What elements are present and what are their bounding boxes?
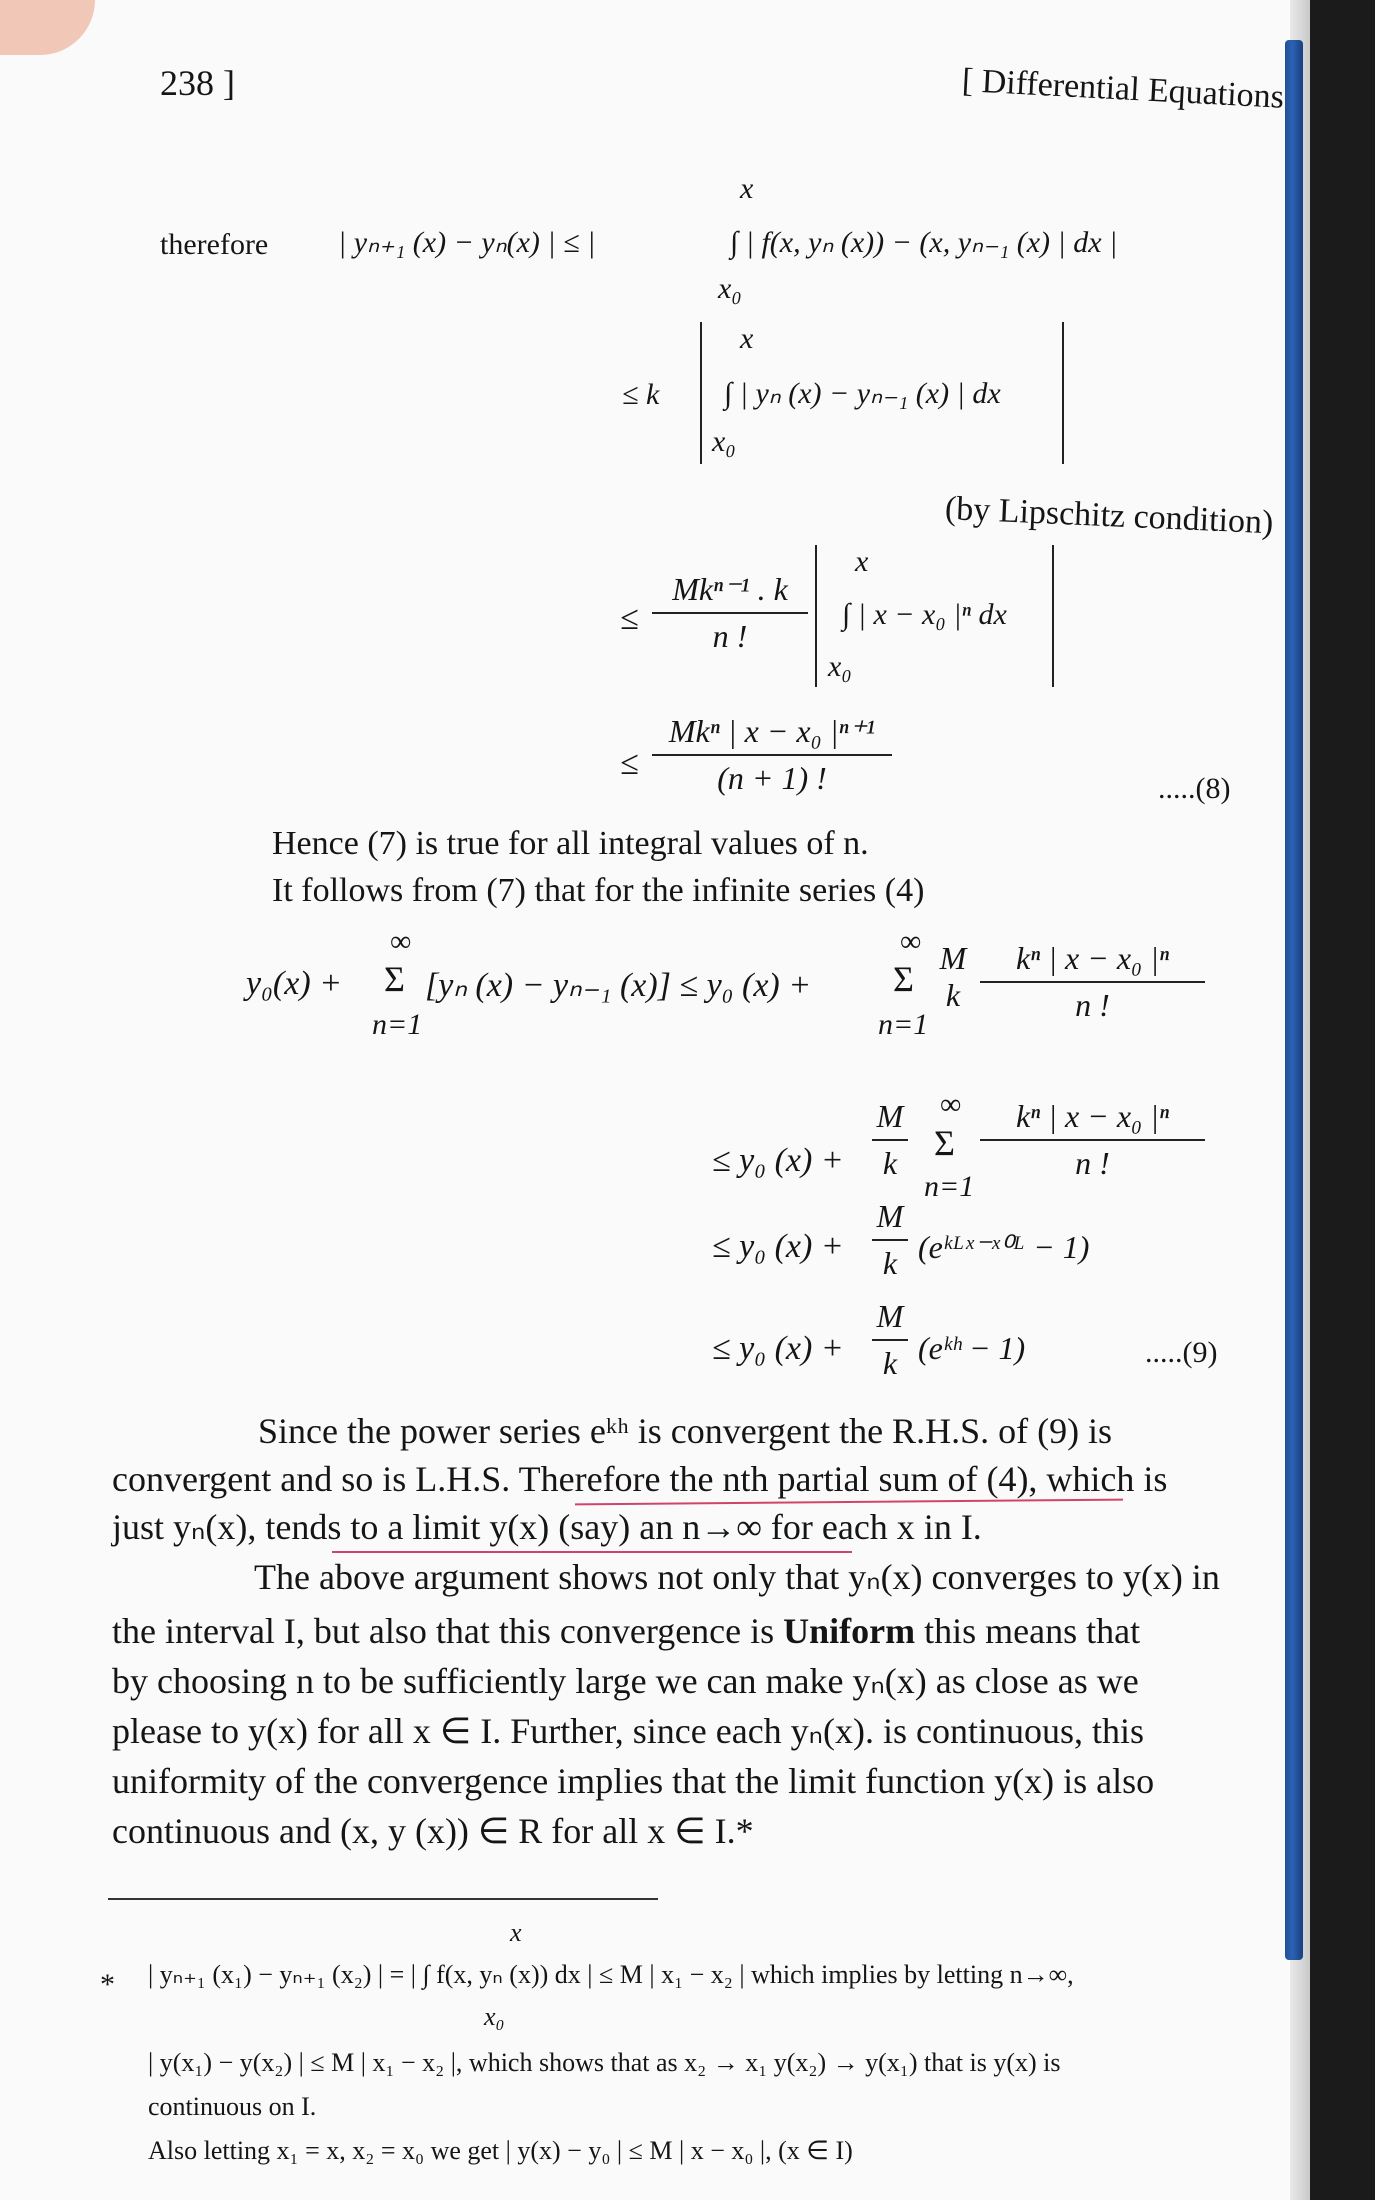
para2-line4: please to y(x) for all x ∈ I. Further, since each yₙ(x). is continuous, this — [112, 1711, 1145, 1751]
lipschitz-note: (by Lipschitz condition) — [944, 490, 1275, 542]
eq3-fraction-bar — [652, 612, 808, 614]
footnote-star: * — [100, 1968, 115, 2001]
eq2-upper-limit: x — [740, 322, 754, 355]
series-rhs-sum-bottom: n=1 — [878, 1008, 929, 1041]
series-line4-start: ≤ y₀ (x) + — [712, 1330, 844, 1367]
para2-line1: The above argument shows not only that yₙ(x) converges to y(x) in — [254, 1557, 1220, 1597]
series-rhs-numerator: kⁿ | x − x₀ |ⁿ — [1015, 940, 1170, 976]
eq4-prefix: ≤ — [620, 745, 639, 782]
series-line2-mk — [872, 1098, 908, 1182]
uniform-term: Uniform — [783, 1611, 916, 1651]
footnote-line4: Also letting x₁ = x, x₂ = x₀ we get | y(x) − y₀ | ≤ M | x − x₀ |, (x ∈ I) — [148, 2136, 853, 2165]
series-line3-mk — [872, 1198, 908, 1282]
footnote-upper-limit: x — [510, 1918, 522, 1947]
eq3-upper-limit: x — [855, 545, 869, 578]
eq4-numerator: Mkⁿ | x − x₀ |ⁿ⁺¹ — [668, 713, 876, 749]
eq2-prefix: ≤ k — [622, 378, 660, 411]
eq1-lhs: | yₙ₊₁ (x) − yₙ(x) | ≤ | — [338, 226, 596, 259]
series-rhs-denominator: n ! — [1075, 987, 1110, 1023]
series-line4-mk-bar — [872, 1339, 908, 1341]
series-rhs-mk — [935, 940, 971, 1014]
eq3-integrand: ∫ | x − x₀ |ⁿ dx — [842, 598, 1007, 631]
para2-line2-c: this means that — [915, 1611, 1141, 1651]
series-line4-mk — [872, 1298, 908, 1382]
para1-line3: just yₙ(x), tends to a limit y(x) (say) an n→∞ for each x in I. — [112, 1507, 982, 1547]
eq3-left-bar — [815, 545, 817, 687]
series-line2-start: ≤ y₀ (x) + — [712, 1142, 844, 1179]
eq1-integrand: ∫ | f(x, yₙ (x)) − (x, yₙ₋₁ (x) | dx | — [730, 226, 1118, 259]
footnote-rule — [108, 1898, 658, 1900]
series-line2-mk-bar — [872, 1139, 908, 1141]
series-line2-denominator: n ! — [1075, 1145, 1110, 1181]
eq2-integrand: ∫ | yₙ (x) − yₙ₋₁ (x) | dx — [724, 377, 1001, 410]
eq2-right-bar — [1062, 322, 1064, 464]
text-line-2: It follows from (7) that for the infinite series (4) — [272, 872, 925, 909]
series-sigma: Σ — [384, 959, 405, 999]
para2-line2 — [112, 1610, 1140, 1652]
eq1-lower-limit: x₀ — [718, 272, 742, 305]
series-sum-bottom: n=1 — [372, 1008, 423, 1041]
eq3-lower-limit: x₀ — [828, 650, 852, 683]
series-line3-k: k — [882, 1245, 898, 1281]
eq4-denominator: (n + 1) ! — [717, 760, 827, 796]
series-rhs-sum-top: ∞ — [900, 925, 922, 958]
series-rhs-sigma: Σ — [893, 959, 914, 999]
binding-strip — [1285, 40, 1303, 1960]
eq1-upper-limit: x — [740, 172, 754, 205]
running-title: [ Differential Equations — [961, 62, 1285, 116]
para2-line6: continuous and (x, y (x)) ∈ R for all x ∈ I.* — [112, 1811, 754, 1851]
series-line4-m: M — [876, 1298, 904, 1334]
series-line3-rest: (eᵏᴸˣ⁻ˣ⁰ᴸ − 1) — [918, 1229, 1090, 1265]
series-line3-start: ≤ y₀ (x) + — [712, 1228, 844, 1265]
footnote-line2: | y(x₁) − y(x₂) | ≤ M | x₁ − x₂ |, which shows that as x₂ → x₁ y(x₂) → y(x₁) that is y(x) is — [148, 2048, 1061, 2077]
para2-line5: uniformity of the convergence implies that the limit function y(x) is also — [112, 1761, 1155, 1801]
eq2-lower-limit: x₀ — [712, 425, 736, 458]
highlight-underline-2 — [332, 1551, 852, 1553]
eq4-fraction — [652, 712, 892, 797]
series-line4-k: k — [882, 1345, 898, 1381]
eq8-tag: .....(8) — [1158, 772, 1231, 805]
eq3-prefix: ≤ — [620, 600, 639, 637]
series-line2-bar — [980, 1139, 1205, 1141]
page-number: 238 ] — [160, 63, 235, 103]
series-rhs-fraction — [980, 940, 1205, 1024]
series-line2-fraction — [980, 1098, 1205, 1182]
eq2-left-bar — [700, 322, 702, 464]
eq1-lead: therefore — [160, 228, 269, 261]
footnote-line1: | yₙ₊₁ (x₁) − yₙ₊₁ (x₂) | = | ∫ f(x, yₙ (x)) dx | ≤ M | x₁ − x₂ | which implies by letting n→∞, — [148, 1960, 1074, 1989]
eq3-denominator: n ! — [712, 618, 748, 654]
series-line2-k: k — [882, 1145, 898, 1181]
series-sum-top: ∞ — [390, 925, 412, 958]
para1-line1: Since the power series eᵏʰ is convergent the R.H.S. of (9) is — [258, 1411, 1113, 1451]
para2-line3: by choosing n to be sufficiently large we can make yₙ(x) as close as we — [112, 1661, 1139, 1701]
series-line2-numerator: kⁿ | x − x₀ |ⁿ — [1015, 1098, 1170, 1134]
eq3-numerator: Mkⁿ⁻¹ . k — [672, 571, 788, 607]
para1-line2: convergent and so is L.H.S. Therefore the nth partial sum of (4), which is — [112, 1459, 1168, 1499]
series-line2-sum-top: ∞ — [940, 1088, 962, 1121]
series-m: M — [939, 940, 967, 976]
series-line3-m: M — [876, 1198, 904, 1234]
para2-line2-a: the interval I, but also that this convergence is — [112, 1611, 784, 1651]
series-rhs-bar — [980, 981, 1205, 983]
text-line-1: Hence (7) is true for all integral values of n. — [272, 825, 869, 862]
series-line4-rest: (eᵏʰ − 1) — [918, 1330, 1026, 1366]
series-line3-mk-bar — [872, 1239, 908, 1241]
series-lhs-rest: [yₙ (x) − yₙ₋₁ (x)] ≤ y₀ (x) + — [425, 967, 812, 1004]
eq9-tag: .....(9) — [1145, 1336, 1218, 1369]
series-line2-sigma: Σ — [934, 1123, 955, 1163]
series-line2-sum-bottom: n=1 — [924, 1170, 975, 1203]
footnote-lower-limit: x₀ — [484, 2002, 505, 2031]
series-line2-m: M — [876, 1098, 904, 1134]
eq3-right-bar — [1052, 545, 1054, 687]
series-k: k — [945, 977, 961, 1013]
page-corner — [0, 0, 95, 55]
eq4-fraction-bar — [652, 754, 892, 756]
series-lhs-start: y₀(x) + — [246, 965, 343, 1002]
footnote-line3: continuous on I. — [148, 2092, 317, 2121]
eq3-fraction — [652, 570, 808, 655]
